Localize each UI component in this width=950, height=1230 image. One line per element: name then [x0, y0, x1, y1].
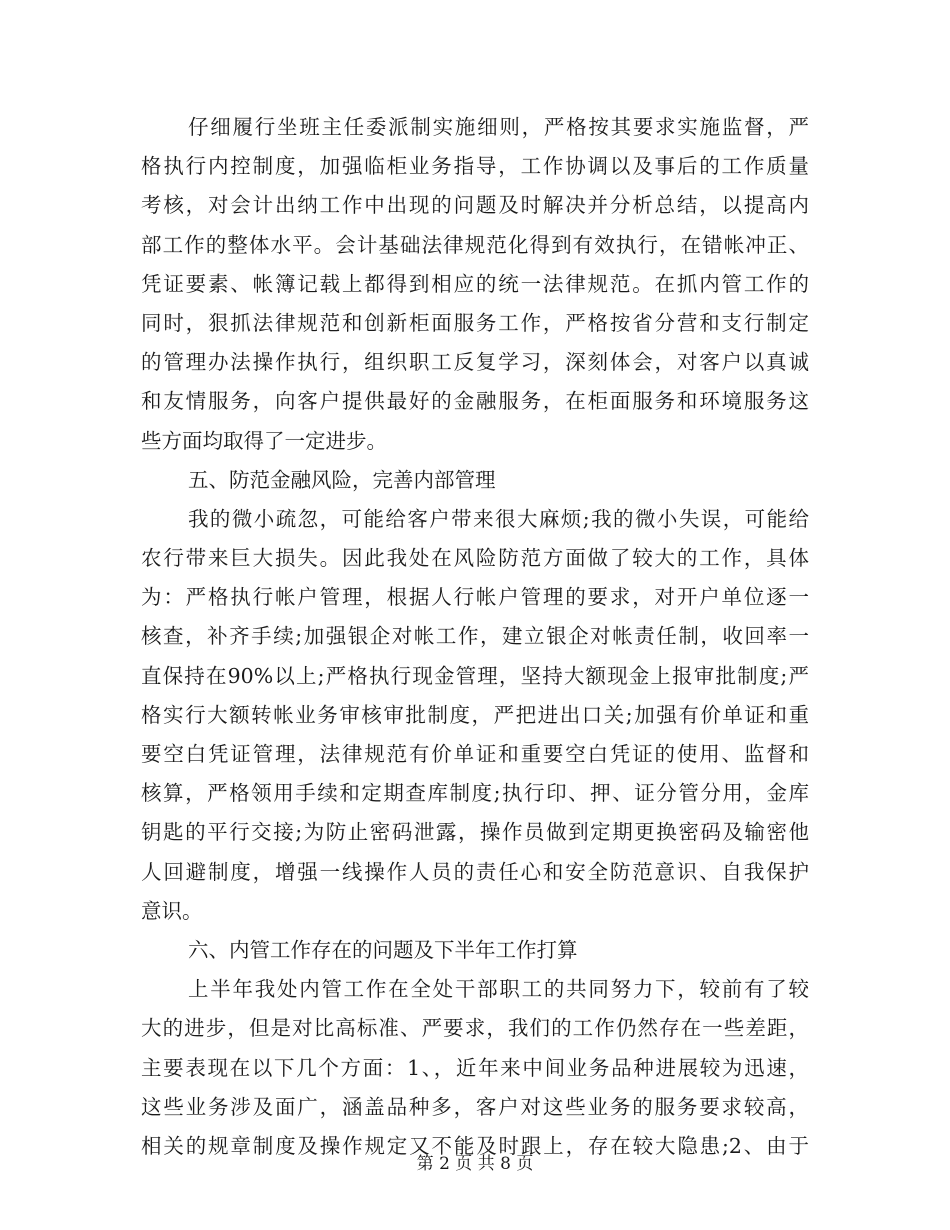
text-line: 格执行内控制度，加强临柜业务指导，工作协调以及事后的工作质量: [141, 154, 809, 179]
text-line: 我的微小疏忽，可能给客户带来很大麻烦;我的微小失误，可能给: [188, 506, 809, 531]
text-line: 为：严格执行帐户管理，根据人行帐户管理的要求，对开户单位逐一: [141, 585, 809, 610]
text-line: 农行带来巨大损失。因此我处在风险防范方面做了较大的工作，具体: [141, 546, 809, 571]
section-heading: 五、防范金融风险，完善内部管理: [188, 467, 496, 492]
text-line: 和友情服务，向客户提供最好的金融服务，在柜面服务和环境服务这: [141, 389, 809, 414]
text-line: 要空白凭证管理，法律规范有价单证和重要空白凭证的使用、监督和: [141, 742, 809, 766]
text-line: 核查，补齐手续;加强银企对帐工作，建立银企对帐责任制，收回率一: [141, 624, 809, 649]
text-line: 核算，严格领用手续和定期查库制度;执行印、押、证分管分用，金库: [141, 781, 809, 806]
text-line: 格实行大额转帐业务审核审批制度，严把进出口关;加强有价单证和重: [141, 702, 809, 727]
text-line: 相关的规章制度及操作规定又不能及时跟上，存在较大隐患;2、由于: [141, 1133, 809, 1158]
text-line: 些方面均取得了一定进步。: [141, 428, 387, 453]
section-heading: 六、内管工作存在的问题及下半年工作打算: [188, 937, 578, 962]
text-line: 部工作的整体水平。会计基础法律规范化得到有效执行，在错帐冲正、: [141, 232, 809, 257]
text-line: 的管理办法操作执行，组织职工反复学习，深刻体会，对客户以真诚: [141, 350, 809, 375]
text-line: 凭证要素、帐簿记载上都得到相应的统一法律规范。在抓内管工作的: [141, 271, 809, 296]
text-line: 主要表现在以下几个方面：1、，近年来中间业务品种进展较为迅速，: [141, 1055, 809, 1080]
text-line: 大的进步，但是对比高标准、严要求，我们的工作仍然存在一些差距，: [141, 1016, 809, 1041]
text-line: 同时，狠抓法律规范和创新柜面服务工作，严格按省分营和支行制定: [141, 310, 809, 335]
page-number-footer: 第 2 页 共 8 页: [416, 1154, 534, 1174]
text-line: 上半年我处内管工作在全处干部职工的共同努力下，较前有了较: [188, 977, 809, 1002]
text-line: 直保持在90%以上;严格执行现金管理，坚持大额现金上报审批制度;严: [141, 663, 809, 688]
text-line: 意识。: [141, 898, 203, 923]
text-line: 考核，对会计出纳工作中出现的问题及时解决并分析总结，以提高内: [141, 193, 809, 218]
text-line: 这些业务涉及面广，涵盖品种多，客户对这些业务的服务要求较高，: [141, 1094, 809, 1119]
text-line: 钥匙的平行交接;为防止密码泄露，操作员做到定期更换密码及输密他: [141, 820, 809, 845]
text-line: 仔细履行坐班主任委派制实施细则，严格按其要求实施监督，严: [188, 115, 809, 139]
document-body: [141, 108, 809, 1166]
text-line: 人回避制度，增强一线操作人员的责任心和安全防范意识、自我保护: [141, 859, 809, 884]
